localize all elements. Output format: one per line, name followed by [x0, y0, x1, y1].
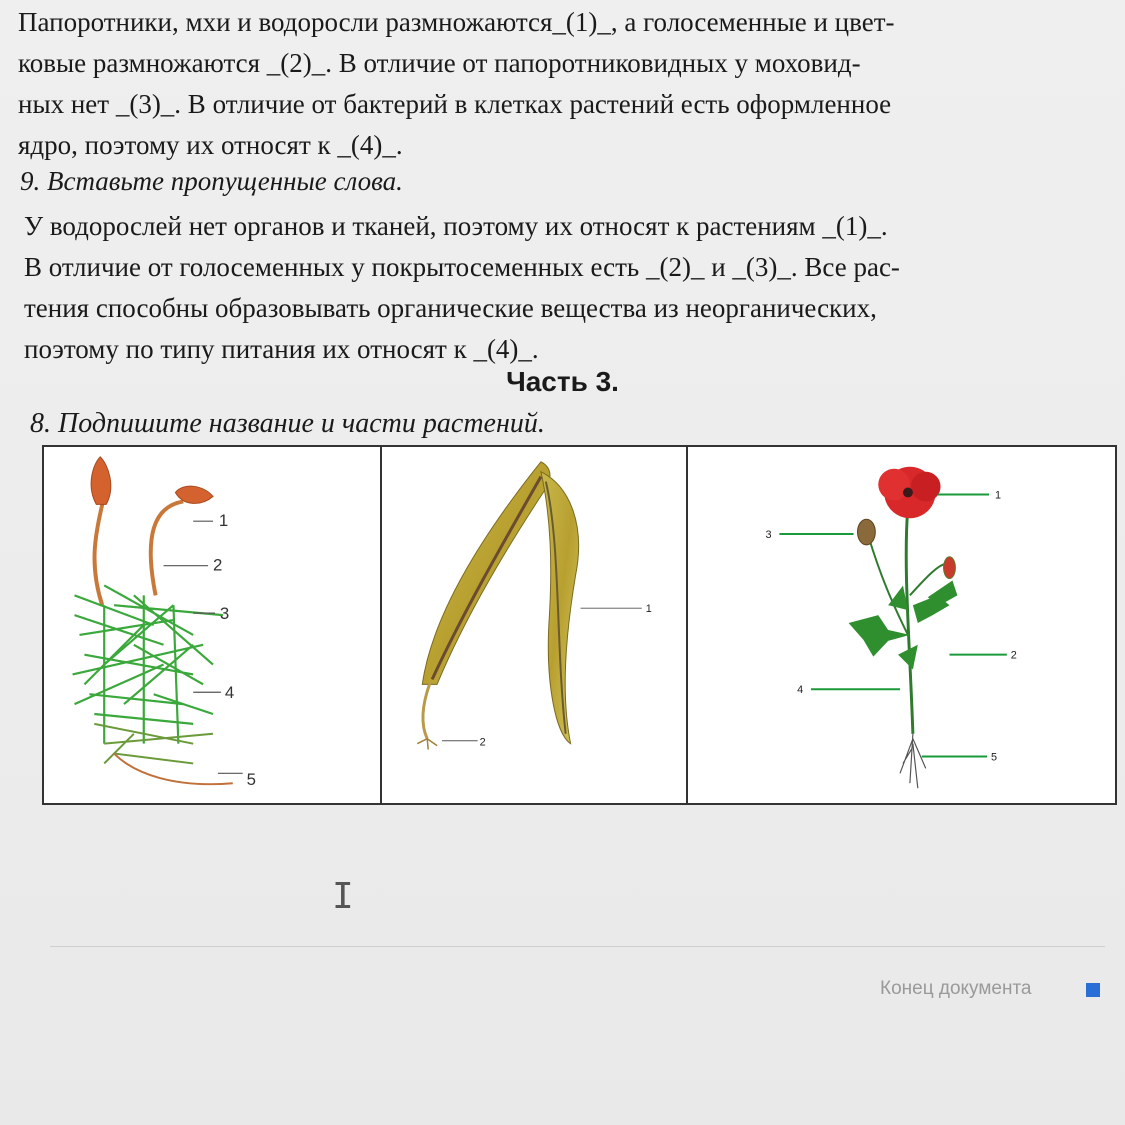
footer-divider — [50, 946, 1105, 947]
alga-stipe — [423, 682, 430, 738]
flower-fruit — [858, 519, 876, 545]
alga-holdfast — [417, 739, 437, 750]
paragraph-1-line: ядро, поэтому их относят к _(4)_. — [18, 130, 403, 160]
moss-illustration — [44, 447, 380, 803]
alga-leader-lines — [442, 608, 642, 741]
moss-label-1: 1 — [218, 511, 229, 531]
task-9-line: У водорослей нет органов и тканей, поэтому их относят к растениям _(1)_. — [24, 211, 888, 241]
flower-label-1: 1 — [994, 489, 1002, 502]
moss-leaves — [73, 585, 223, 743]
moss-figure-cell — [44, 447, 382, 803]
task-8-title: 8. Подпишите название и части растений. — [30, 408, 545, 439]
flower-petal — [911, 472, 941, 502]
end-of-document-label: Конец документа — [880, 978, 1032, 999]
moss-label-4: 4 — [224, 683, 235, 703]
task-9-line: тения способны образовывать органические вещества из неорганических, — [24, 293, 877, 323]
alga-illustration — [382, 447, 686, 803]
task-9-text — [24, 206, 1114, 370]
paragraph-1-line: ных нет _(3)_. В отличие от бактерий в клетках растений есть оформленное — [18, 89, 892, 119]
task-9-title: 9. Вставьте пропущенные слова. — [20, 166, 403, 196]
moss-label-2: 2 — [212, 555, 223, 575]
part-title: Часть 3. — [506, 366, 619, 397]
flower-center — [903, 488, 913, 498]
flower-label-2: 2 — [1010, 649, 1017, 662]
alga-label-1: 1 — [645, 603, 652, 616]
flower-stem — [906, 506, 913, 733]
moss-stalk — [95, 496, 105, 605]
alga-figure-cell — [382, 447, 688, 803]
flower-label-5: 5 — [991, 751, 998, 764]
flower-bud — [944, 557, 956, 579]
paragraph-1 — [18, 2, 1118, 166]
flower-illustration — [688, 447, 1117, 803]
alga-blade — [541, 472, 579, 744]
paragraph-1-line: ковые размножаются _(2)_. В отличие от папоротниковидных у моховид- — [18, 48, 861, 78]
moss-label-5: 5 — [246, 770, 256, 790]
flower-figure-cell — [688, 447, 1117, 803]
task-9-line: В отличие от голосеменных у покрытосеменных есть _(2)_ и _(3)_. Все рас- — [24, 252, 900, 282]
moss-label-3: 3 — [219, 604, 230, 624]
flower-label-3: 3 — [765, 528, 772, 541]
flower-label-4: 4 — [797, 684, 804, 697]
alga-label-2: 2 — [479, 736, 486, 749]
paragraph-1-line: Папоротники, мхи и водоросли размножаются_(1)_, а голосеменные и цвет- — [18, 7, 895, 37]
moss-rhizoids — [114, 754, 233, 785]
moss-lower-leaves — [94, 724, 213, 764]
task-9-line: поэтому по типу питания их относят к _(4)_. — [24, 334, 539, 364]
moss-stalk — [151, 501, 184, 595]
end-marker-square-icon — [1086, 983, 1100, 997]
figure-table — [42, 445, 1117, 805]
flower-leader-lines — [779, 494, 1006, 756]
moss-capsule — [91, 457, 111, 504]
text-cursor-icon: I — [332, 876, 354, 917]
flower-roots — [900, 734, 926, 788]
